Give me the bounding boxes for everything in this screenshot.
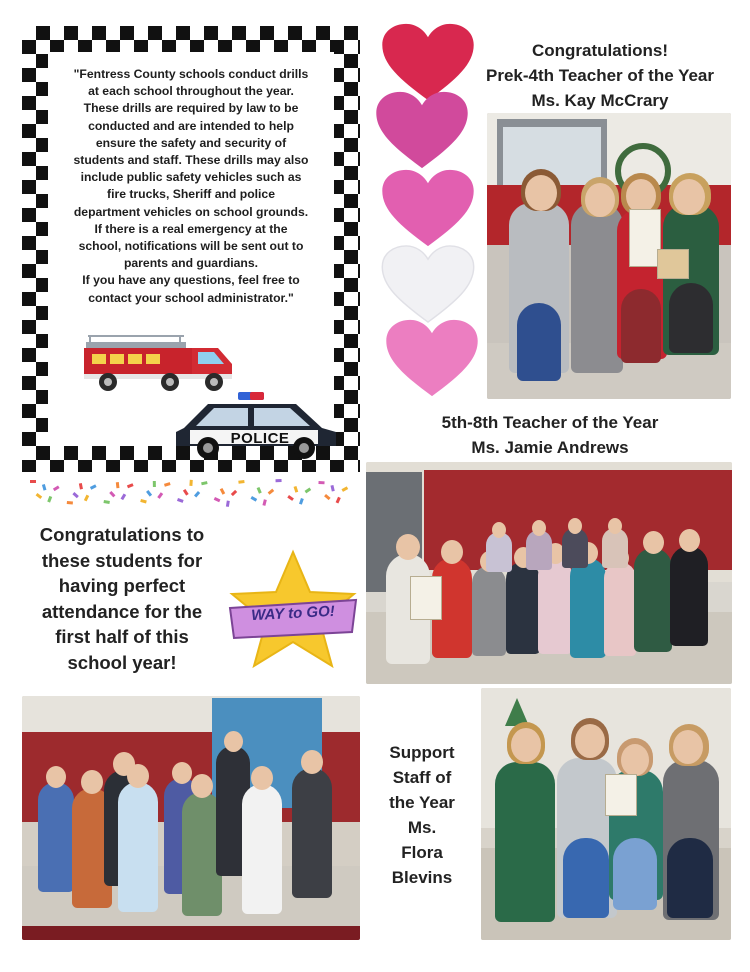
drill-line: parents and guardians. [123, 256, 259, 271]
attendance-line: these students for [41, 549, 203, 571]
confetti-piece [47, 496, 52, 503]
person-head [224, 731, 243, 752]
confetti-piece [330, 485, 334, 492]
drill-line: include public safety vehicles such as [80, 170, 302, 185]
confetti-piece [157, 492, 163, 499]
person-figure [242, 784, 282, 914]
confetti-piece [268, 489, 275, 495]
person-figure [38, 782, 74, 892]
confetti-piece [257, 487, 262, 494]
drill-line: contact your school administrator." [88, 290, 294, 305]
person-figure [486, 532, 512, 572]
attendance-line: Congratulations to [39, 524, 205, 545]
confetti-piece [262, 499, 266, 506]
person-head [643, 531, 664, 554]
confetti-piece [146, 490, 152, 497]
drill-line: These drills are required by law to be [83, 101, 299, 116]
attendance-line: first half of this [55, 626, 189, 647]
person-head [441, 540, 463, 564]
confetti-piece [214, 497, 221, 502]
drill-line: at each school throughout the year. [88, 84, 294, 99]
confetti-piece [42, 484, 47, 491]
confetti-piece [226, 501, 230, 507]
middle-award-line1: 5th-8th Teacher of the Year [441, 413, 659, 432]
person-head [251, 766, 273, 790]
drill-line: ensure the safety and security of [95, 135, 287, 150]
confetti-piece [183, 489, 189, 496]
attendance-line: having perfect [58, 575, 186, 596]
support-line: Support [389, 743, 455, 762]
middle-award-line2: Ms. Jamie Andrews [471, 438, 629, 457]
police-label: POLICE [230, 430, 290, 447]
attendance-line: attendance for the [41, 600, 203, 622]
person-head [301, 750, 323, 774]
confetti-icon [26, 476, 360, 508]
person-figure [506, 562, 540, 654]
confetti-piece [84, 495, 89, 502]
person-head [191, 774, 213, 798]
confetti-piece [287, 495, 294, 501]
person-head [396, 534, 420, 560]
person-figure [526, 530, 552, 570]
person-figure [670, 546, 708, 646]
confetti-piece [231, 490, 237, 496]
person-figure [472, 566, 506, 656]
drill-line: If you have any questions, feel free to [82, 273, 300, 288]
person-figure [118, 782, 158, 912]
confetti-piece [127, 483, 134, 488]
prek-award-line1: Congratulations! [532, 41, 668, 60]
person-figure [634, 548, 672, 652]
confetti-piece [318, 481, 324, 484]
confetti-piece [275, 479, 281, 482]
confetti-piece [194, 491, 200, 497]
pink-heart-icon [380, 168, 476, 248]
support-staff-photo [481, 688, 731, 940]
attendance-line: school year! [67, 651, 177, 673]
police-car-icon [170, 390, 342, 460]
drill-notice-panel [48, 52, 334, 446]
attendance-students-photo [22, 696, 360, 940]
person-head [532, 520, 546, 536]
confetti-piece [341, 486, 348, 492]
confetti-piece [299, 498, 304, 505]
light-pink-heart-icon [384, 318, 480, 398]
middle-award-heading [400, 410, 700, 460]
confetti-piece [305, 488, 312, 494]
confetti-piece [238, 480, 244, 484]
confetti-piece [220, 488, 225, 495]
person-head [608, 518, 622, 534]
person-figure [604, 562, 636, 656]
person-head [46, 766, 66, 788]
drill-line: students and staff. These drills may also [73, 153, 309, 168]
confetti-piece [103, 500, 109, 504]
person-figure [562, 528, 588, 568]
confetti-piece [189, 480, 192, 486]
drill-line: fire trucks, Sheriff and police [107, 187, 275, 202]
confetti-piece [53, 485, 60, 491]
prek-award-line3: Ms. Kay McCrary [531, 91, 669, 110]
support-line: Staff of [392, 768, 452, 787]
person-head [127, 764, 149, 788]
person-head [568, 518, 582, 534]
person-figure [570, 558, 606, 658]
prek-teacher-photo [487, 113, 731, 399]
confetti-piece [201, 481, 207, 485]
person-figure [292, 768, 332, 898]
confetti-piece [294, 486, 299, 493]
person-head [679, 529, 700, 552]
drill-line: school, notifications will be sent out to [78, 239, 304, 254]
way-to-go-label: WAY to GO! [250, 602, 336, 625]
confetti-piece [164, 482, 171, 487]
confetti-piece [324, 494, 331, 500]
support-line: Ms. [407, 818, 437, 837]
drill-line: conducted and are intended to help [88, 118, 294, 133]
drill-notice-box [22, 26, 360, 472]
support-award-text [374, 740, 470, 890]
fire-truck-icon [80, 334, 240, 396]
confetti-piece [177, 498, 184, 503]
white-heart-icon [380, 244, 476, 324]
confetti-piece [251, 496, 258, 502]
attendance-text [24, 522, 220, 675]
person-head [492, 522, 506, 538]
confetti-piece [90, 484, 97, 489]
confetti-piece [30, 480, 36, 483]
confetti-piece [153, 481, 156, 487]
confetti-piece [72, 492, 78, 498]
support-line: the Year [389, 793, 455, 812]
confetti-piece [140, 499, 147, 503]
person-figure [538, 558, 572, 654]
drill-notice-text [60, 66, 322, 307]
prek-award-line2: Prek-4th Teacher of the Year [485, 66, 715, 85]
middle-teacher-photo [366, 462, 732, 684]
confetti-piece [36, 493, 43, 499]
confetti-piece [336, 497, 341, 504]
drill-line: "Fentress County schools conduct drills [73, 67, 309, 81]
drill-line: department vehicles on school grounds. [73, 204, 309, 219]
support-line: Flora [401, 843, 443, 862]
prek-award-heading [450, 38, 750, 113]
confetti-piece [116, 482, 120, 488]
confetti-piece [67, 501, 73, 505]
person-head [81, 770, 103, 794]
confetti-piece [79, 483, 83, 489]
confetti-piece [121, 493, 127, 500]
confetti-piece [109, 491, 115, 497]
person-figure [602, 528, 628, 568]
person-head [172, 762, 192, 784]
support-line: Blevins [391, 868, 453, 887]
drill-line: If there is a real emergency at the [94, 221, 288, 236]
